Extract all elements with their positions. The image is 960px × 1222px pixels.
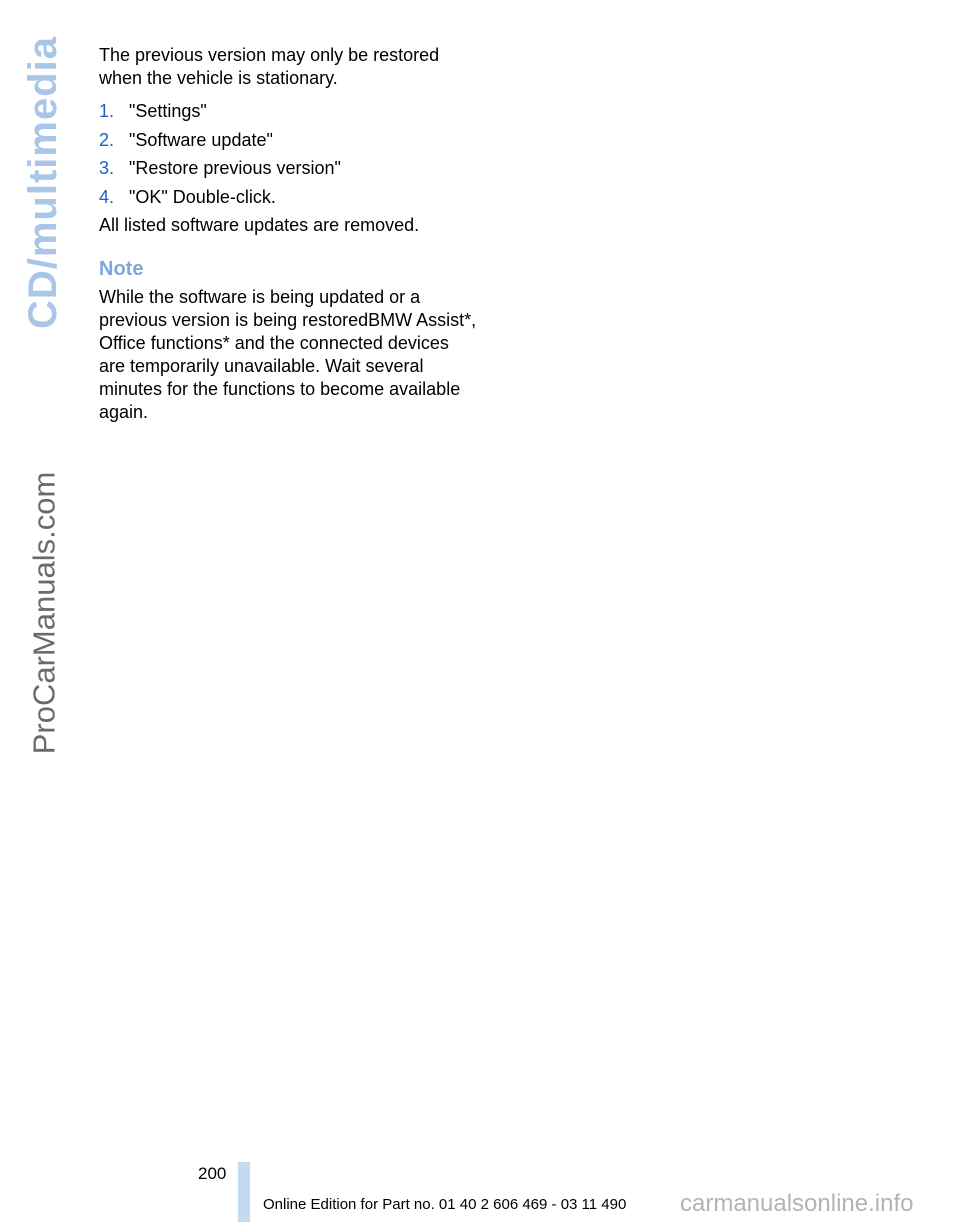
step-number: 3.: [99, 158, 115, 178]
step-text: "OK" Double-click.: [129, 186, 276, 207]
step-text: "Restore previous version": [129, 158, 341, 178]
side-watermark: [24, 470, 64, 756]
page-number: 200: [198, 1164, 227, 1183]
intro-paragraph: The previous version may only be restored when the vehicle is stationary.: [99, 45, 440, 88]
step-text: "Settings": [129, 101, 207, 121]
section-side-tab-label: CD/multimedia: [21, 35, 66, 329]
footer-edition-text: Online Edition for Part no. 01 40 2 606 469 - 03 11 490: [263, 1196, 627, 1213]
step-number: 2.: [99, 129, 115, 150]
footer-accent-bar: [238, 1162, 250, 1222]
result-paragraph: All listed software updates are removed.: [99, 215, 420, 235]
step-text: "Software update": [129, 129, 273, 150]
step-item: [99, 157, 479, 186]
note-paragraph: While the software is being updated or a previous version is being restoredBMW Assist*, Office functions* and the connected devices are temporarily unavailable. Wait several minutes for the functions to become available again.: [99, 287, 477, 422]
step-item: [99, 100, 479, 129]
main-content: [99, 44, 479, 424]
step-item: [99, 129, 479, 158]
section-side-tab: [21, 35, 66, 329]
steps-list: [99, 100, 479, 214]
note-heading: Note: [99, 258, 144, 280]
step-item: [99, 186, 479, 215]
step-number: 4.: [99, 186, 115, 207]
step-number: 1.: [99, 101, 115, 121]
side-watermark-text: ProCarManuals.com: [26, 471, 62, 755]
bottom-watermark: carmanualsonline.info: [680, 1190, 914, 1217]
